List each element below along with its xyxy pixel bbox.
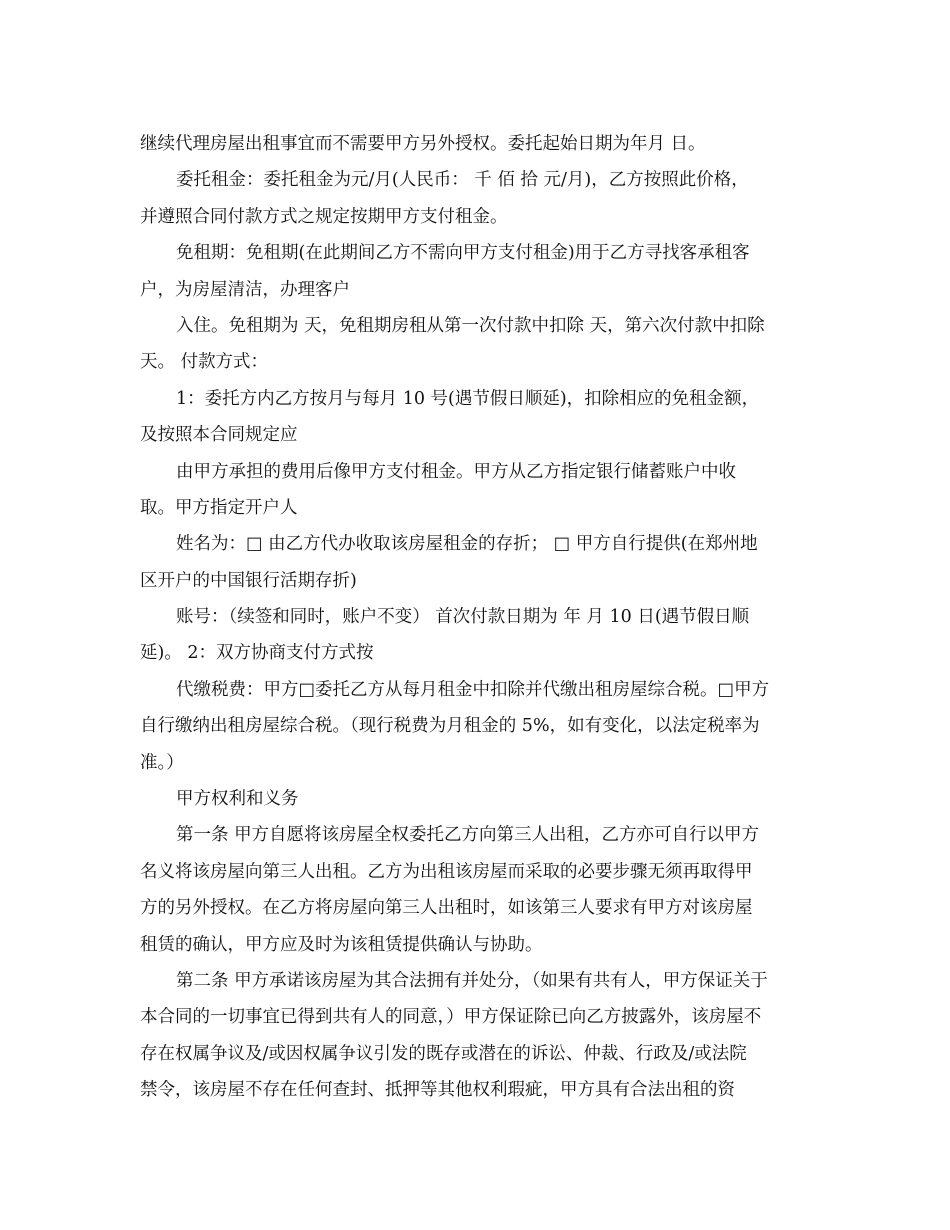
- text-line: 姓名为：□ 由乙方代办收取该房屋租金的存折； □ 甲方自行提供(在郑州地: [176, 534, 758, 555]
- text-line: 1：委托方内乙方按月与每月 10 号(遇节假日顺延)，扣除相应的免租金额，: [176, 388, 760, 409]
- text-line: 租赁的确认，甲方应及时为该租赁提供确认与协助。: [140, 934, 543, 955]
- text-line: 代缴税费：甲方□委托乙方从每月租金中扣除并代缴出租房屋综合税。□甲方: [176, 679, 770, 700]
- text-line: 准。）: [140, 752, 184, 773]
- text-line: 名义将该房屋向第三人出租。乙方为出租该房屋而采取的必要步骤无须再取得甲: [140, 861, 753, 882]
- text-line: 及按照本合同规定应: [140, 425, 298, 446]
- text-line: 甲方权利和义务: [176, 789, 299, 810]
- text-line: 方的另外授权。在乙方将房屋向第三人出租时，如该第三人要求有甲方对该房屋: [140, 898, 753, 919]
- text-line: 委托租金：委托租金为元/月(人民币： 千 佰 拾 元/月)，乙方按照此价格，: [176, 170, 749, 191]
- text-line: 自行缴纳出租房屋综合税。（现行税费为月租金的 5%，如有变化，以法定税率为: [140, 716, 760, 737]
- text-line: 天。 付款方式：: [140, 352, 269, 373]
- text-line: 本合同的一切事宜已得到共有人的同意，）甲方保证除已向乙方披露外，该房屋不: [140, 1007, 762, 1028]
- text-line: 禁令，该房屋不存在任何查封、抵押等其他权利瑕疵，甲方具有合法出租的资: [140, 1080, 735, 1101]
- text-line: 区开户的中国银行活期存折): [140, 570, 357, 591]
- text-line: 户，为房屋清洁，办理客户: [140, 279, 350, 300]
- text-line: 存在权属争议及/或因权属争议引发的既存或潜在的诉讼、仲裁、行政及/或法院: [140, 1043, 747, 1064]
- text-line: 第二条 甲方承诺该房屋为其合法拥有并处分，（如果有共有人，甲方保证关于: [176, 970, 768, 991]
- text-line: 第一条 甲方自愿将该房屋全权委托乙方向第三人出租，乙方亦可自行以甲方: [176, 825, 760, 846]
- text-line: 入住。免租期为 天，免租期房租从第一次付款中扣除 天，第六次付款中扣除: [176, 315, 765, 336]
- text-line: 并遵照合同付款方式之规定按期甲方支付租金。: [140, 206, 508, 227]
- text-line: 延)。 2：双方协商支付方式按: [140, 643, 374, 664]
- text-line: 免租期：免租期(在此期间乙方不需向甲方支付租金)用于乙方寻找客承租客: [176, 243, 750, 264]
- document-body: [140, 126, 820, 1109]
- text-line: 账号：（续签和同时，账户不变） 首次付款日期为 年 月 10 日(遇节假日顺: [176, 607, 750, 628]
- text-line: 取。甲方指定开户人: [140, 497, 298, 518]
- text-line: 继续代理房屋出租事宜而不需要甲方另外授权。委托起始日期为年月 日。: [140, 134, 706, 154]
- text-line: 由甲方承担的费用后像甲方支付租金。甲方从乙方指定银行储蓄账户中收: [176, 461, 736, 482]
